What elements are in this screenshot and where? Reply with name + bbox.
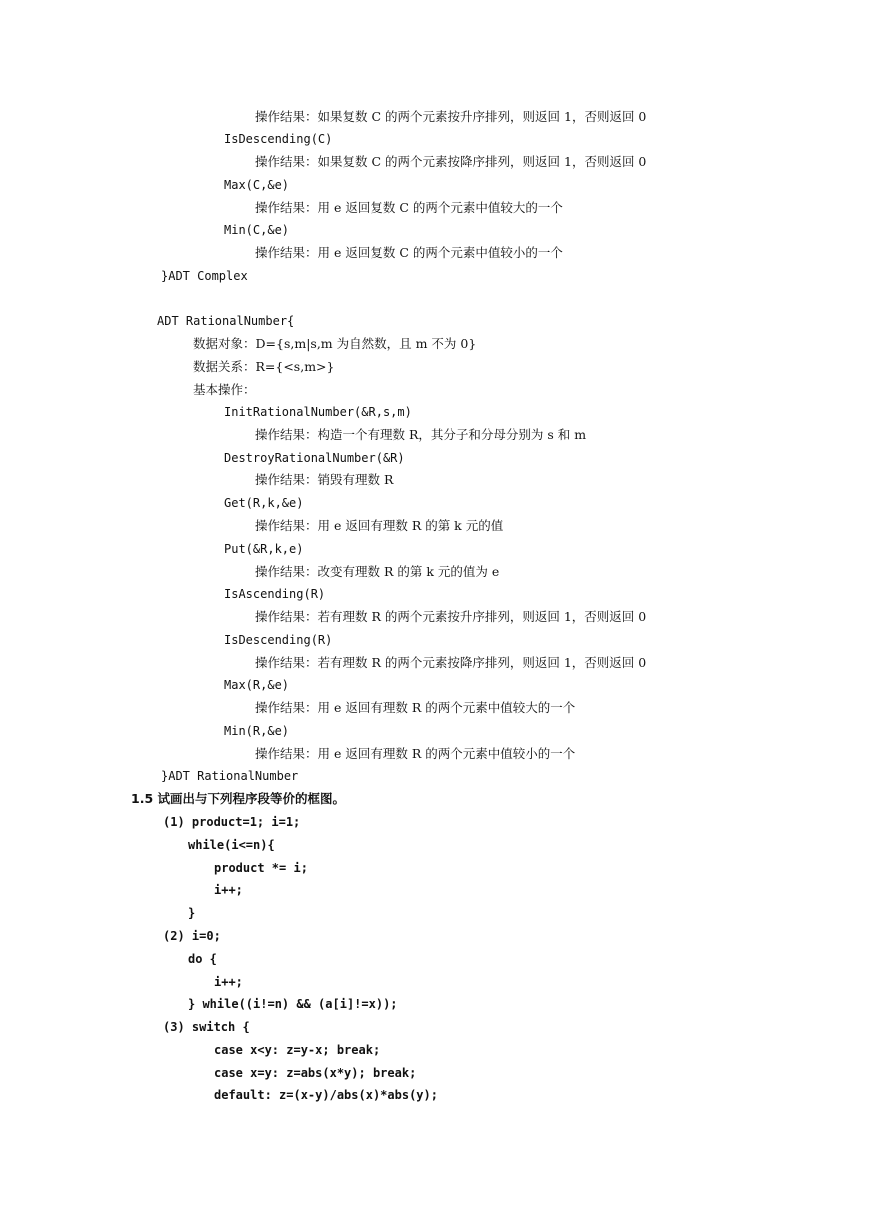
code-line: do { xyxy=(188,952,217,966)
code-line: } while((i!=n) && (a[i]!=x)); xyxy=(188,997,398,1011)
basic-ops-label: 基本操作： xyxy=(193,382,256,397)
op-result-line: 操作结果：如果复数 C 的两个元素按降序排列，则返回 1，否则返回 0 xyxy=(255,154,647,169)
op-result-line: 操作结果：用 e 返回有理数 R 的两个元素中值较小的一个 xyxy=(255,746,576,761)
op-signature: Max(C,&e) xyxy=(224,178,290,192)
op-result-line: 操作结果：用 e 返回复数 C 的两个元素中值较大的一个 xyxy=(255,200,563,215)
op-signature: Min(R,&e) xyxy=(224,724,290,738)
code-line: case x=y: z=abs(x*y); break; xyxy=(214,1066,417,1080)
adt-end: }ADT RationalNumber xyxy=(161,769,299,783)
op-signature: IsDescending(C) xyxy=(224,132,333,146)
data-relation: 数据关系：R={<s,m>} xyxy=(193,359,335,374)
op-signature: IsDescending(R) xyxy=(224,633,333,647)
op-result-line: 操作结果：改变有理数 R 的第 k 元的值为 e xyxy=(255,564,500,579)
op-signature: Put(&R,k,e) xyxy=(224,542,304,556)
code-line: default: z=(x-y)/abs(x)*abs(y); xyxy=(214,1088,438,1102)
op-signature: Get(R,k,&e) xyxy=(224,496,304,510)
op-signature: InitRationalNumber(&R,s,m) xyxy=(224,405,412,419)
code-line: (1) product=1; i=1; xyxy=(163,815,301,829)
data-object: 数据对象：D={s,m|s,m 为自然数，且 m 不为 0} xyxy=(193,336,477,351)
code-line: product *= i; xyxy=(214,861,308,875)
op-result-line: 操作结果：如果复数 C 的两个元素按升序排列，则返回 1，否则返回 0 xyxy=(255,109,647,124)
code-line: (3) switch { xyxy=(163,1020,250,1034)
op-signature: Max(R,&e) xyxy=(224,678,290,692)
op-result-line: 操作结果：销毁有理数 R xyxy=(255,472,394,487)
op-result-line: 操作结果：用 e 返回复数 C 的两个元素中值较小的一个 xyxy=(255,245,563,260)
code-line: } xyxy=(188,906,196,920)
op-result-line: 操作结果：用 e 返回有理数 R 的第 k 元的值 xyxy=(255,518,504,533)
code-line: case x<y: z=y-x; break; xyxy=(214,1043,381,1057)
exercise-heading: 1.5 试画出与下列程序段等价的框图。 xyxy=(131,791,345,806)
code-line: i++; xyxy=(214,883,243,897)
adt-start: ADT RationalNumber{ xyxy=(157,314,295,328)
op-signature: DestroyRationalNumber(&R) xyxy=(224,451,405,465)
code-line: i++; xyxy=(214,975,243,989)
op-result-line: 操作结果：用 e 返回有理数 R 的两个元素中值较大的一个 xyxy=(255,700,576,715)
code-line: while(i<=n){ xyxy=(188,838,275,852)
op-result-line: 操作结果：若有理数 R 的两个元素按降序排列，则返回 1，否则返回 0 xyxy=(255,655,647,670)
op-signature: Min(C,&e) xyxy=(224,223,290,237)
code-line: (2) i=0; xyxy=(163,929,221,943)
adt-end: }ADT Complex xyxy=(161,269,248,283)
op-signature: IsAscending(R) xyxy=(224,587,326,601)
op-result-line: 操作结果：若有理数 R 的两个元素按升序排列，则返回 1，否则返回 0 xyxy=(255,609,647,624)
op-result-line: 操作结果：构造一个有理数 R，其分子和分母分别为 s 和 m xyxy=(255,427,587,442)
